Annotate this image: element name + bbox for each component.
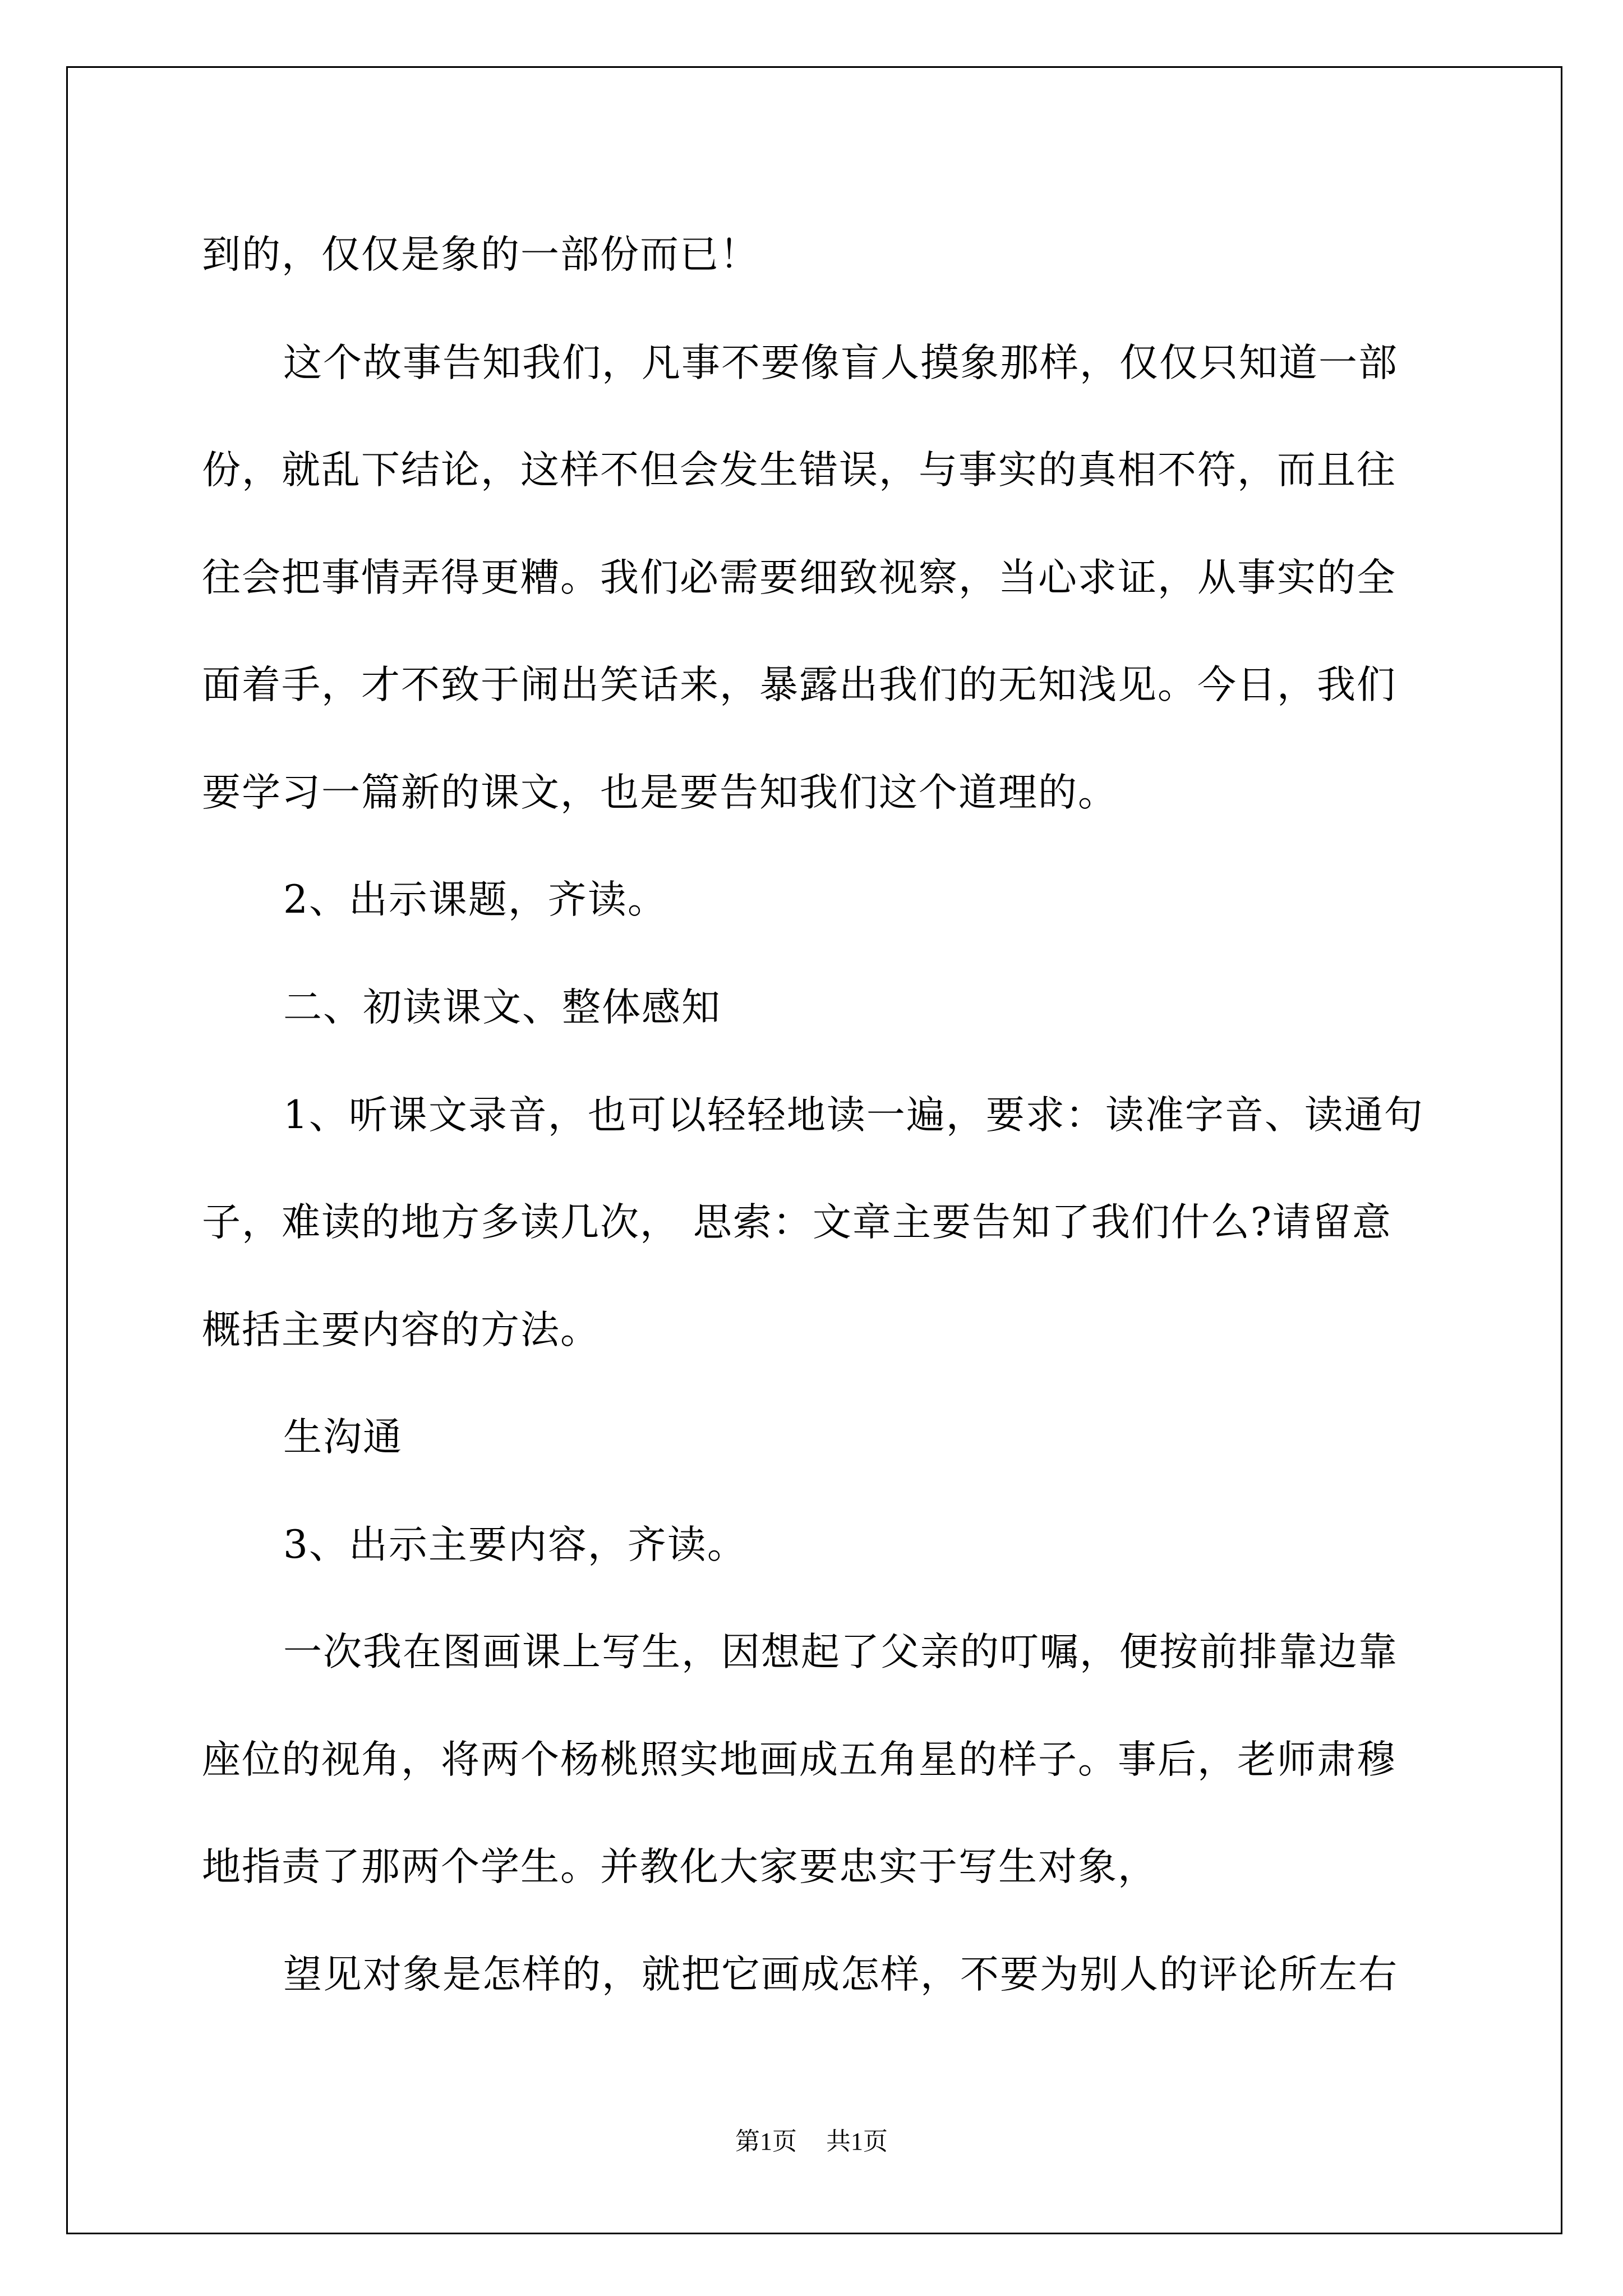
text-line: 份，就乱下结论，这样不但会发生错误，与事实的真相不符，而且往 bbox=[202, 448, 1396, 493]
page-number: 第1页 bbox=[735, 2128, 797, 2155]
text-line: 3、出示主要内容，齐读。 bbox=[283, 1522, 747, 1567]
page-total: 共1页 bbox=[826, 2128, 888, 2155]
text-line: 生沟通 bbox=[283, 1415, 403, 1460]
page-footer bbox=[0, 2129, 1623, 2154]
text-line: 2、出示课题，齐读。 bbox=[283, 877, 667, 922]
text-line: 地指责了那两个学生。并教化大家要忠实于写生对象， bbox=[202, 1844, 1158, 1889]
text-line: 子，难读的地方多读几次， 思索：文章主要告知了我们什么?请留意 bbox=[202, 1200, 1392, 1245]
page-border bbox=[66, 66, 1562, 2234]
text-line: 要学习一篇新的课文，也是要告知我们这个道理的。 bbox=[202, 770, 1118, 815]
text-line: 一次我在图画课上写生，因想起了父亲的叮嘱，便按前排靠边靠 bbox=[283, 1630, 1398, 1674]
text-line: 概括主要内容的方法。 bbox=[202, 1308, 600, 1352]
text-line: 座位的视角，将两个杨桃照实地画成五角星的样子。事后，老师肃穆 bbox=[202, 1737, 1396, 1782]
text-line: 1、听课文录音，也可以轻轻地读一遍，要求：读准字音、读通句 bbox=[283, 1093, 1424, 1138]
text-line: 往会把事情弄得更糟。我们必需要细致视察，当心求证，从事实的全 bbox=[202, 555, 1396, 600]
text-line: 面着手，才不致于闹出笑话来，暴露出我们的无知浅见。今日，我们 bbox=[202, 662, 1396, 707]
text-line: 望见对象是怎样的，就把它画成怎样，不要为别人的评论所左右 bbox=[283, 1952, 1398, 1997]
text-line: 二、初读课文、整体感知 bbox=[283, 985, 721, 1030]
text-line: 这个故事告知我们，凡事不要像盲人摸象那样，仅仅只知道一部 bbox=[283, 341, 1398, 385]
text-line: 到的，仅仅是象的一部份而已！ bbox=[202, 232, 759, 277]
